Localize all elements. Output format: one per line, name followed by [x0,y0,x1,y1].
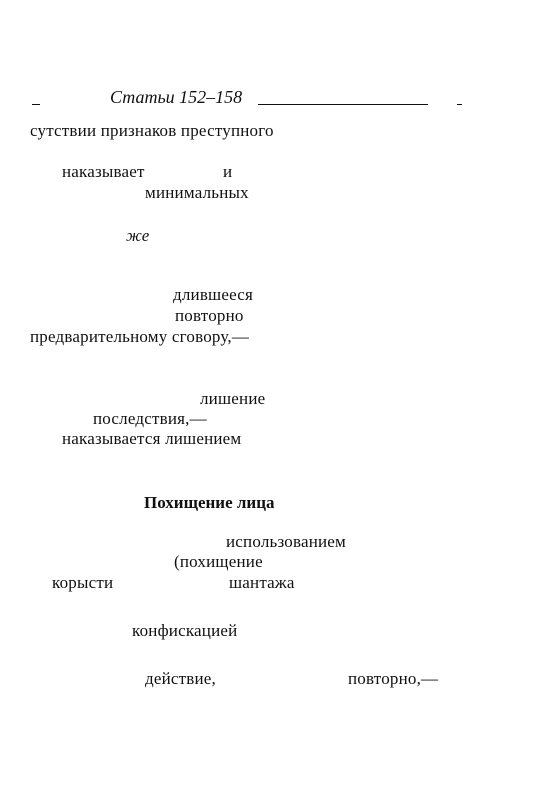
text-fragment: и [223,162,233,181]
text-fragment: использованием [226,532,347,551]
text-fragment: длившееся [173,285,254,304]
text-fragment: конфискацией [132,621,238,640]
text-fragment: повторно,— [348,669,439,688]
text-fragment: наказывает [62,162,145,181]
text-fragment: минимальных [145,183,249,202]
text-fragment: (похищение [174,552,263,571]
section-heading: Похищение лица [144,493,275,512]
text-fragment: шантажа [229,573,295,592]
text-fragment: предварительному сговору,— [30,327,250,346]
text-fragment: сутствии признаков преступного [30,121,274,140]
text-fragment: же [126,226,150,245]
text-fragment: последствия,— [93,409,207,428]
text-fragment: наказывается лишением [62,429,242,448]
text-fragment: действие, [145,669,216,688]
header-rule [258,104,428,105]
text-fragment: лишение [200,389,266,408]
text-fragment: повторно [175,306,244,325]
header-left-dash [32,104,40,105]
header-right-dash [457,104,462,105]
text-fragment: корысти [52,573,114,592]
running-header: Статьи 152–158 [110,87,243,107]
